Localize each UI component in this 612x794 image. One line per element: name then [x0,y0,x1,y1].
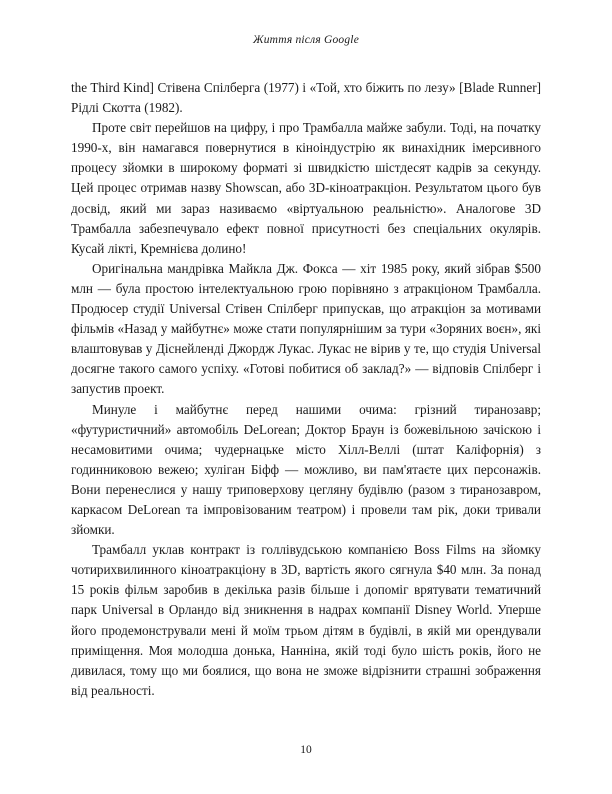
paragraph: Оригінальна мандрівка Майкла Дж. Фокса — хіт 1985 року, який зібрав $500 млн — була простою інтелектуальною грою порівняно з атракціоном Трамбалла. Продюсер студії Universal Стівен Спілберг припускав, що атракціон за мотивами фільмів «Назад у майбутнє» може стати популярнішим за тури «Зоряних воєн», які влаштовував у Діснейленді Джордж Лукас. Лукас не вірив у те, що студія Universal досягне такого самого успіху. «Готові побитися об заклад?» — відповів Спілберг і запустив проект. [71,260,541,397]
paragraph: the Third Kind] Стівена Спілберга (1977) і «Той, хто біжить по лезу» [Blade Runner] Рідлі Скотта (1982). [71,80,541,116]
paragraph: Трамбалл уклав контракт із голлівудською компанією Boss Films на зйомку чотирихвилинного кіноатракціону в 3D, вартість якого сягнула $40 млн. За понад 15 років фільм заробив в декілька разів більше і допоміг врятувати тематичний парк Universal в Орландо від зникнення в надрах компанії Disney World. Уперше його продемонстрували мені й моїм трьом дітям в будівлі, в якій ми орендували приміщення. Моя молодша донька, Нанніна, якій тоді було шість років, його не дивилася, тому що ми боялися, що вона не зможе відрізнити страшні зображення від реальності. [71,542,541,698]
running-head: Життя після Google [253,34,359,46]
paragraph: Проте світ перейшов на цифру, і про Трамбалла майже забули. Тоді, на початку 1990-х, він намагався повернутися в кіноіндустрію як винахідник імерсивного процесу зйомки в широкому форматі зі швидкістю шістдесят кадрів за секунду. Цей процес отримав назву Showscan, або 3D-кіноатракціон. Результатом цього був досвід, який ми зараз називаємо «віртуальною реальністю». Аналогове 3D Трамбалла забезпечувало ефект повної присутності без спеціальних окулярів. Кусай лікті, Кремнієва долино! [71,120,541,256]
page-number: 10 [300,744,312,756]
paragraph: Минуле і майбутнє перед нашими очима: грізний тиранозавр; «футуристичний» автомобіль DeLorean; Доктор Браун із божевільною зачіскою і несамовитими очима; чудернацьке місто Хілл-Веллі (штат Каліфорнія) з годинниковою вежею; хуліган Біфф — можливо, ви пам'ятаєте цих персонажів. Вони перенеслися у нашу триповерхову цегляну будівлю (разом з тиранозавром, каркасом DeLorean та імпровізованим театром) і провели там рік, доки тривали зйомки. [71,401,541,538]
body-text-block [71,78,541,701]
